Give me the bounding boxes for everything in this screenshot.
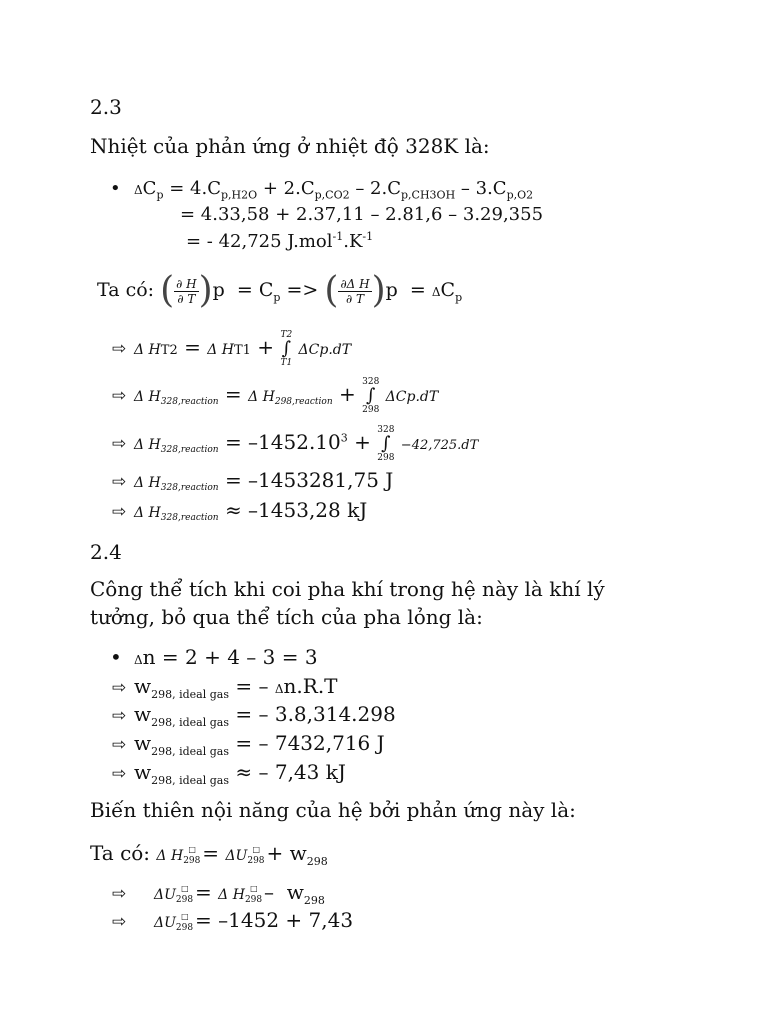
w-subscript: 298, ideal gas	[151, 688, 230, 701]
delta-symbol: Δ	[134, 653, 143, 667]
dn-value: n = 2 + 4 – 3 = 3	[142, 645, 318, 669]
result-value: = –1452 + 7,43	[195, 908, 354, 932]
double-arrow-right-icon: ⇨	[112, 912, 127, 932]
work-line: ⇨ $w_{298, ideal gas}$ ≈ – 7,43 kJ	[112, 760, 346, 787]
work-eq: = – 7432,716 J	[235, 731, 385, 755]
work-eq-tail: n.R.T	[283, 674, 338, 698]
ta-co-line: Ta có: Δ $H298^□ = \Delta U298^□ + w_{298}$	[90, 841, 328, 868]
w-subscript: 298, ideal gas	[151, 745, 230, 758]
result-value: = –1453281,75 J	[224, 468, 394, 492]
ta-co-line: Ta có: ( $\frac{\partial H}{\partial T}$ )$p = C_p$ => ( $\frac{\text{∂Δ H}}{\partial T}$ )$p = \Delta C_p$	[97, 270, 463, 311]
work-line: ⇨ $w_{298, ideal gas}$ = – 7432,716 J	[112, 731, 385, 758]
derivation-line: ⇨ Δ HT2 = Δ HT1 + T2 ∫ T1 ΔCp.dT	[112, 325, 351, 373]
work-line: ⇨ $w_{298, ideal gas}$ = – Δn.R.T	[112, 674, 338, 701]
double-arrow-right-icon: ⇨	[112, 678, 127, 698]
section-heading: 2.4	[90, 540, 122, 564]
ta-co-label: Ta có:	[90, 841, 151, 865]
work-line: ⇨ $w_{298, ideal gas}$ = – 3.8,314.298	[112, 702, 396, 729]
internal-energy-line: ⇨ ΔU298□ = –1452 + 7,43	[112, 908, 354, 933]
cp-unit: .K	[343, 231, 363, 252]
result-value: ≈ –1453,28 kJ	[224, 498, 368, 522]
double-arrow-right-icon: ⇨	[112, 386, 127, 406]
delta-symbol: Δ	[274, 682, 284, 696]
internal-energy-line: ⇨ ΔU298□ = Δ $H298^□ - w_{298}$	[112, 880, 325, 907]
double-arrow-right-icon: ⇨	[112, 735, 127, 755]
cp-equation-line: = 4.33,58 + 2.37,11 – 2.81,6 – 3.29,355	[180, 204, 544, 225]
delta-symbol: Δ	[134, 183, 143, 197]
double-arrow-right-icon: ⇨	[112, 339, 127, 359]
paragraph: Công thể tích khi coi pha khí trong hệ này là khí lý	[90, 577, 605, 601]
work-eq: = –	[235, 674, 275, 698]
double-arrow-right-icon: ⇨	[112, 472, 127, 492]
paragraph: tưởng, bỏ qua thể tích của pha lỏng là:	[90, 605, 483, 629]
work-eq: ≈ – 7,43 kJ	[235, 760, 346, 784]
double-arrow-right-icon: ⇨	[112, 706, 127, 726]
cp-equation-line: • $\Delta C_p = 4.C_{p,H2O} + 2.C_{p,CO2} - 2.C_{p,CH3OH} - 3.C_{p,O2}$	[110, 178, 534, 202]
bullet-icon: •	[110, 645, 122, 669]
work-eq: = – 3.8,314.298	[235, 702, 396, 726]
double-arrow-right-icon: ⇨	[112, 434, 127, 454]
derivation-line: ⇨ Δ H328,reaction ≈ –1453,28 kJ	[112, 498, 368, 523]
derivation-line: ⇨ Δ H328,reaction = Δ H298,reaction + 328 ∫ 298 ΔCp.dT	[112, 372, 438, 424]
result-value: = –1452.10	[224, 430, 341, 454]
double-arrow-right-icon: ⇨	[112, 884, 127, 904]
paragraph: Biến thiên nội năng của hệ bởi phản ứng này là:	[90, 798, 576, 822]
cp-result-line: = - 42,725 $J.mol^{-1}.K^{-1}$	[186, 230, 374, 252]
paragraph: Nhiệt của phản ứng ở nhiệt độ 328K là:	[90, 134, 490, 158]
double-arrow-right-icon: ⇨	[112, 764, 127, 784]
dn-line	[110, 645, 318, 672]
cp-result: = - 42,725 J.mol	[186, 231, 333, 252]
bullet-icon: •	[110, 178, 121, 199]
derivation-line: ⇨ Δ H328,reaction = $-1452.10^3$ + 328 ∫ 298 −42,725.dT	[112, 420, 478, 472]
ta-co-label: Ta có:	[97, 279, 155, 301]
w-subscript: 298, ideal gas	[151, 716, 230, 729]
derivation-line: ⇨ Δ H328,reaction = –1453281,75 J	[112, 468, 394, 493]
w-subscript: 298, ideal gas	[151, 774, 230, 787]
double-arrow-right-icon: ⇨	[112, 502, 127, 522]
section-heading: 2.3	[90, 95, 122, 119]
